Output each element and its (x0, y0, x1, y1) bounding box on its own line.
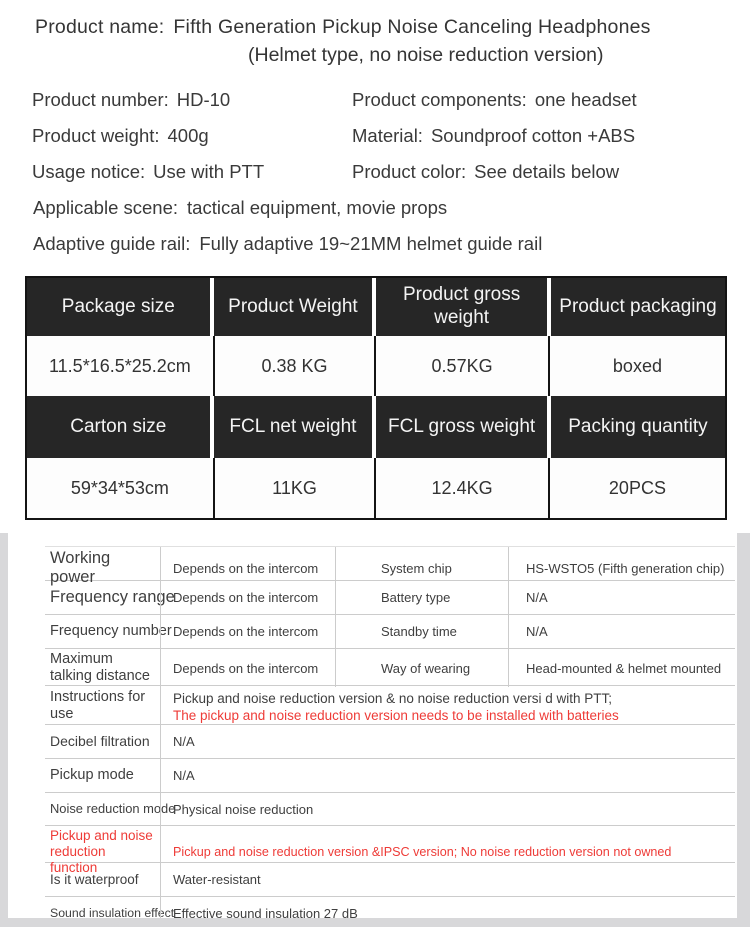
table-header-cell: Packing quantity (551, 396, 725, 458)
spec-value-line2-warning: The pickup and noise reduction version needs to be installed with batteries (173, 707, 619, 723)
attribute-label: Product weight: (32, 125, 160, 146)
spec-label: Sound insulation effect (50, 905, 175, 918)
table-value-cell: boxed (548, 336, 725, 396)
package-table-value-row (27, 336, 725, 396)
table-value-cell: 0.38 KG (213, 336, 374, 396)
attribute-left (32, 125, 352, 147)
spec-label: Working power (50, 549, 111, 587)
table-header-cell: FCL gross weight (376, 396, 547, 458)
attribute-left (32, 161, 352, 183)
attribute-label: Material: (352, 125, 423, 146)
spec-value: Depends on the intercom (160, 615, 335, 648)
table-value-cell: 0.57KG (374, 336, 548, 396)
spec-value: Depends on the intercom (160, 547, 335, 590)
attribute-row-full (33, 233, 750, 255)
attribute-value: HD-10 (176, 89, 231, 110)
spec-row (45, 793, 735, 826)
spec-value: Depends on the intercom (160, 649, 335, 687)
table-value-cell: 12.4KG (374, 458, 548, 518)
spec-value: Effective sound insulation 27 dB (160, 897, 735, 918)
product-info-section (0, 0, 750, 255)
table-value-cell: 20PCS (548, 458, 725, 518)
product-name-row (35, 16, 750, 39)
spec-label: Noise reduction mode (50, 801, 176, 817)
spec-section (0, 533, 750, 927)
attribute-left (32, 89, 352, 111)
spec-row (45, 725, 735, 759)
attribute-right (352, 161, 619, 183)
spec-label-2: Battery type (335, 581, 508, 614)
spec-panel (8, 533, 737, 918)
attribute-value: tactical equipment, movie props (187, 197, 448, 218)
table-header-cell: Product Weight (214, 278, 373, 336)
spec-value-2: N/A (508, 615, 735, 648)
attribute-value: Use with PTT (153, 161, 265, 182)
spec-label: Is it waterproof (50, 871, 139, 887)
spec-label-2: Way of wearing (335, 649, 508, 687)
attribute-value: Fully adaptive 19~21MM helmet guide rail (199, 233, 543, 254)
spec-label: Decibel filtration (50, 733, 150, 750)
spec-value: Depends on the intercom (160, 581, 335, 614)
attribute-value: one headset (534, 89, 637, 110)
attribute-row-full (33, 197, 750, 219)
attribute-value: See details below (474, 161, 620, 182)
table-header-cell: FCL net weight (214, 396, 373, 458)
spec-label: Frequency number (50, 622, 172, 639)
spec-value-line1: Pickup and noise reduction version & no noise reduction versi d with PTT; (173, 691, 612, 706)
spec-value-2: Head-mounted & helmet mounted (508, 649, 735, 687)
spec-row (45, 863, 735, 897)
spec-value-warning: Pickup and noise reduction version &IPSC version; No noise reduction version not owned (160, 826, 735, 878)
attribute-row (0, 161, 750, 183)
spec-value-2: N/A (508, 581, 735, 614)
attribute-row (0, 125, 750, 147)
attribute-label: Product components: (352, 89, 527, 110)
spec-row (45, 686, 735, 725)
spec-value-2: HS-WSTO5 (Fifth generation chip) (508, 547, 735, 590)
package-table-header-row (27, 396, 725, 458)
package-table-value-row (27, 458, 725, 518)
package-table (25, 276, 727, 520)
attribute-value: Soundproof cotton +ABS (430, 125, 636, 146)
spec-value: Water-resistant (160, 863, 735, 896)
attribute-label: Product number: (32, 89, 169, 110)
table-value-cell: 59*34*53cm (27, 458, 213, 518)
table-header-cell: Product packaging (551, 278, 725, 336)
spec-label: Pickup mode (50, 766, 134, 783)
spec-label: Frequency range (50, 587, 175, 606)
spec-value: Physical noise reduction (160, 793, 735, 825)
spec-label: Instructions for use (50, 689, 146, 723)
spec-label-2: Standby time (335, 615, 508, 648)
spec-row (45, 547, 735, 587)
spec-label: Maximum talking distance (50, 651, 150, 685)
table-header-cell: Product gross weight (376, 278, 547, 336)
spec-row (45, 897, 735, 918)
attribute-value: 400g (167, 125, 209, 146)
attribute-label: Adaptive guide rail: (33, 233, 191, 254)
spec-label-highlight: Pickup and noise reduction function (50, 828, 153, 875)
spec-value-multiline (173, 688, 619, 725)
spec-value: N/A (160, 759, 735, 792)
spec-row (45, 826, 735, 875)
spec-row (45, 581, 735, 615)
table-value-cell: 11.5*16.5*25.2cm (27, 336, 213, 396)
table-header-cell: Package size (27, 278, 210, 336)
attribute-row (0, 89, 750, 111)
spec-row (45, 759, 735, 793)
table-header-cell: Carton size (27, 396, 210, 458)
spec-value: N/A (160, 725, 735, 758)
attribute-right (352, 125, 635, 147)
package-table-header-row (27, 278, 725, 336)
attribute-right (352, 89, 637, 111)
table-value-cell: 11KG (213, 458, 374, 518)
spec-row (45, 649, 735, 686)
attribute-label: Product color: (352, 161, 467, 182)
product-name-label: Product name: (35, 16, 165, 38)
spec-table (45, 546, 735, 918)
spec-label-2: System chip (335, 547, 508, 590)
product-name-subvalue: (Helmet type, no noise reduction version) (248, 44, 604, 66)
attribute-label: Usage notice: (32, 161, 146, 182)
product-name-value: Fifth Generation Pickup Noise Canceling Headphones (173, 16, 651, 38)
spec-row (45, 615, 735, 649)
attribute-label: Applicable scene: (33, 197, 179, 218)
